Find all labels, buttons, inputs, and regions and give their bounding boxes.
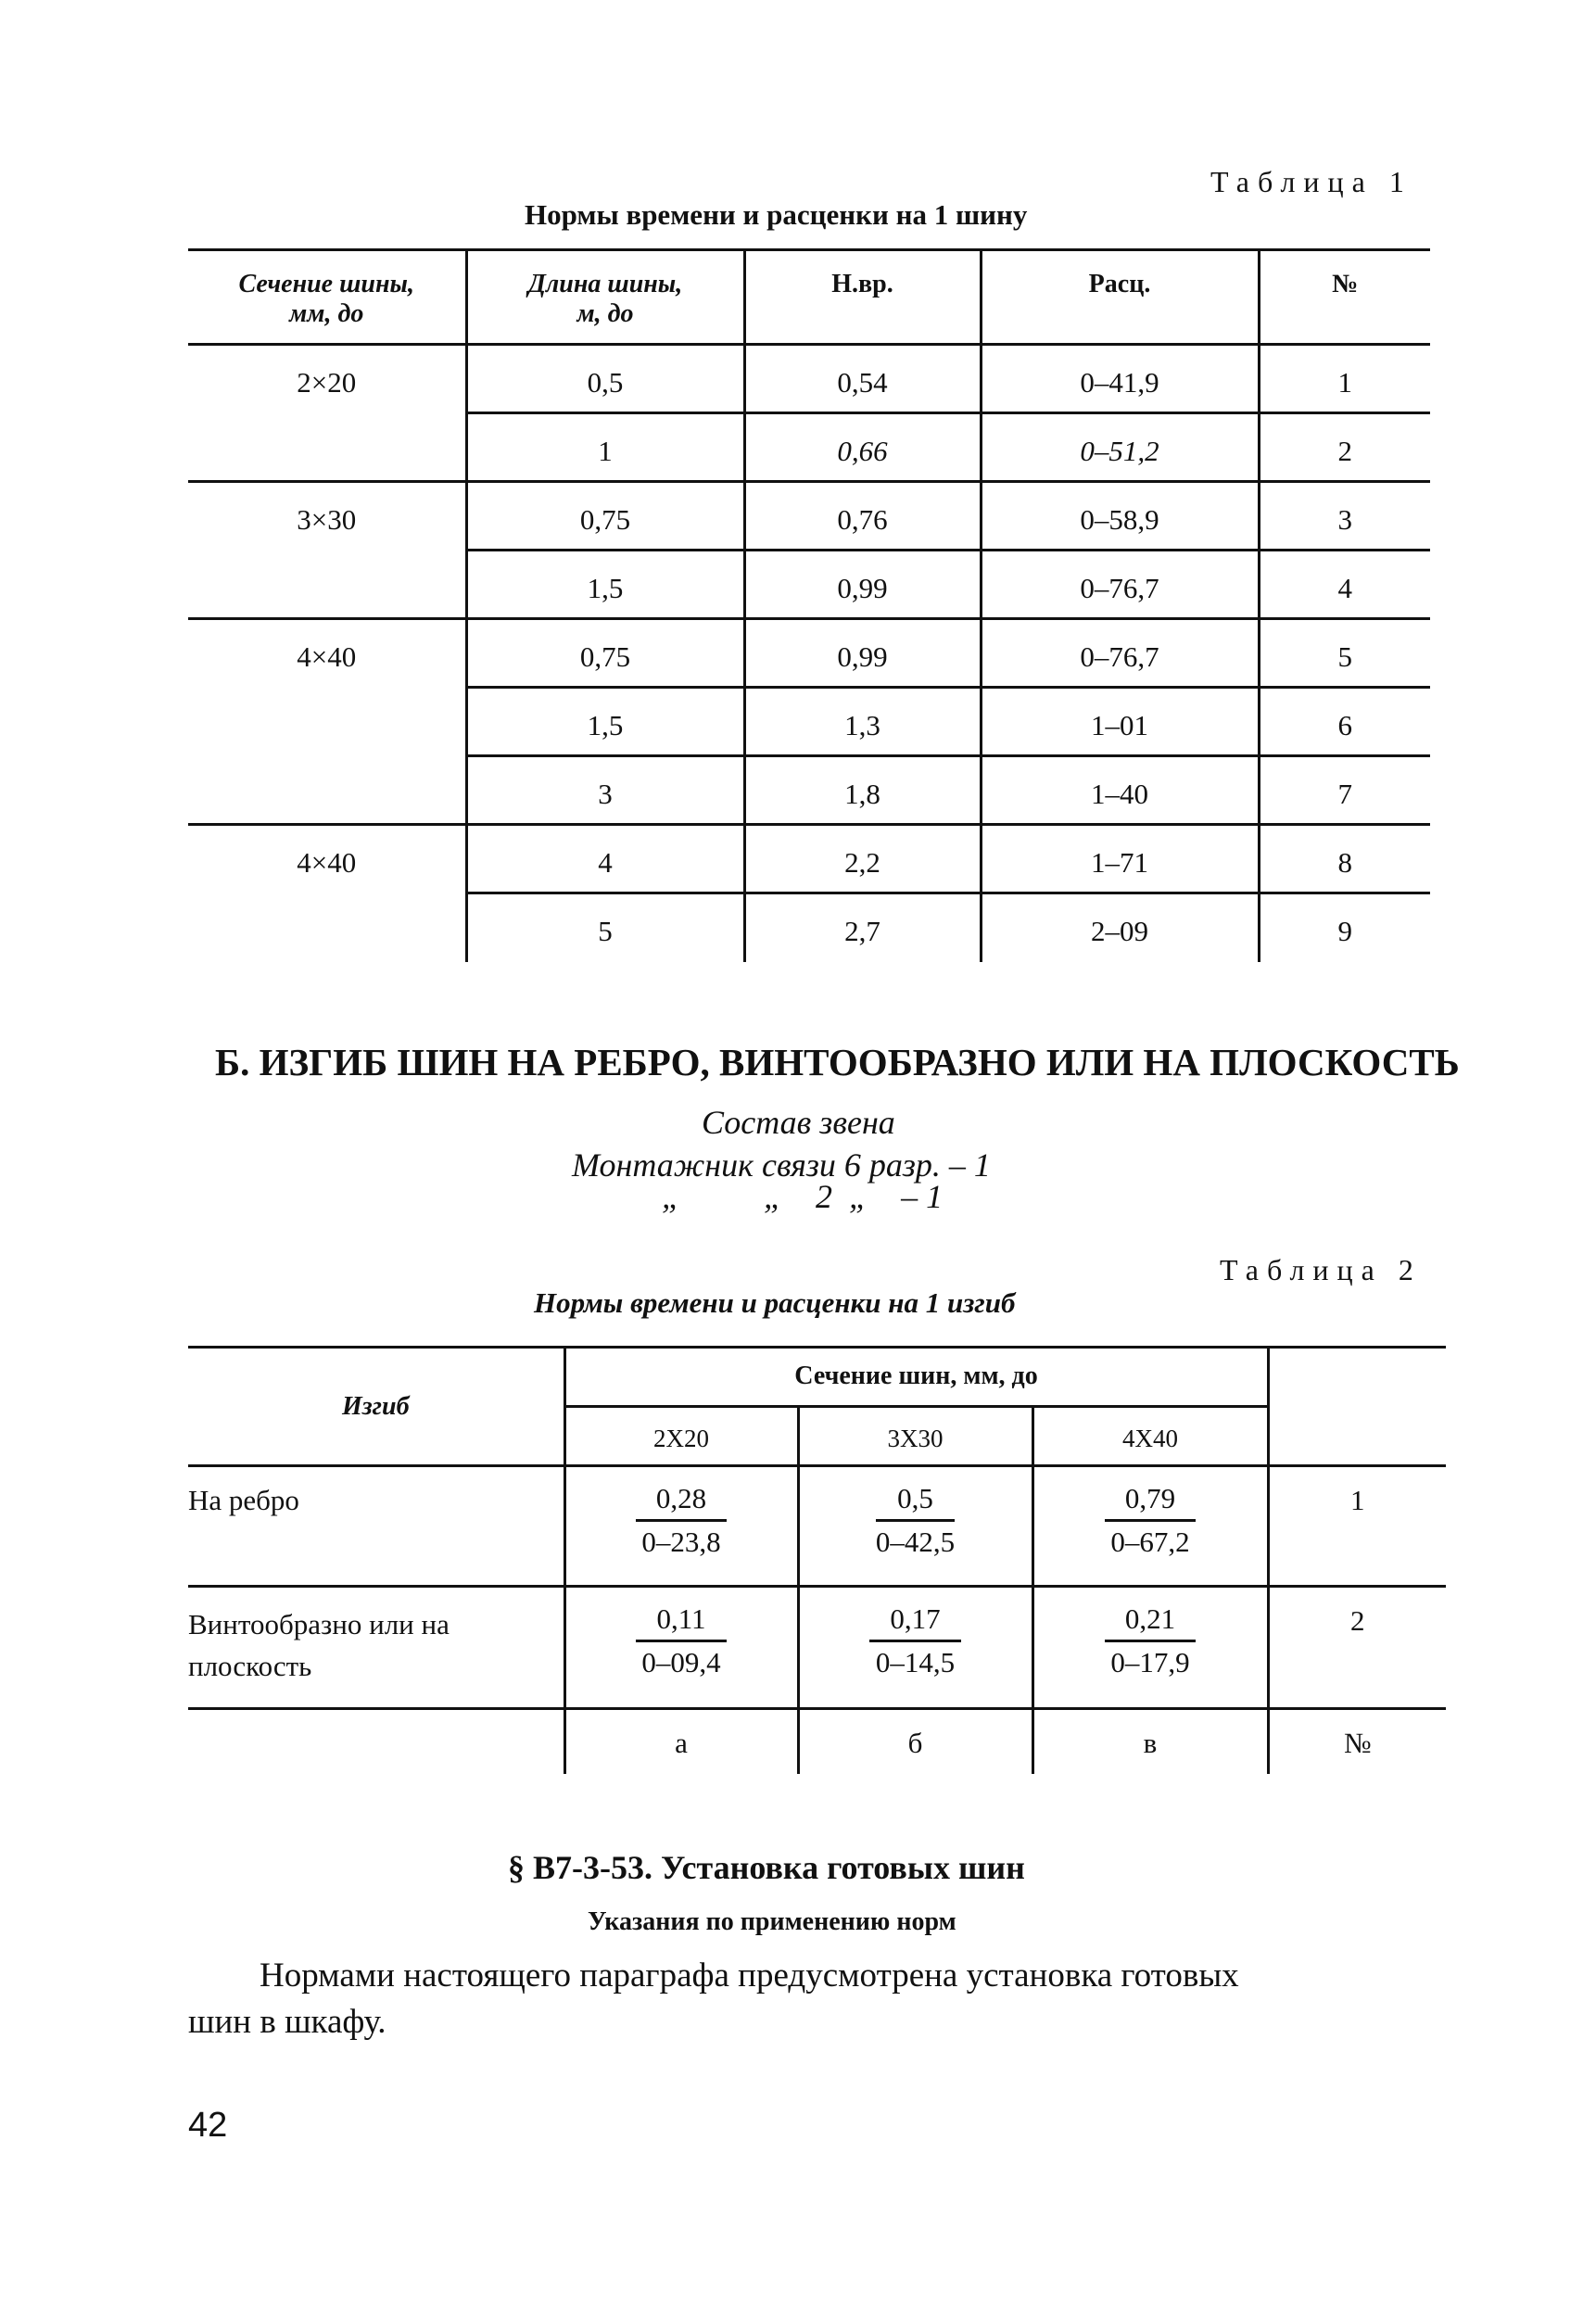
table1-cell-section: [188, 551, 466, 619]
table1-cell-section: 4×40: [188, 825, 466, 893]
table1-cell-num: 7: [1259, 756, 1430, 825]
row-num: 2: [1268, 1587, 1446, 1709]
table1-cell-rate: 0–41,9: [981, 345, 1259, 413]
table1: [188, 248, 1430, 962]
paragraph-line-2: шин в шкафу.: [188, 2003, 386, 2041]
table1-header-1: Длина шины, м, до: [466, 250, 744, 345]
table1-cell-rate: 1–71: [981, 825, 1259, 893]
table1-cell-rate: 0–76,7: [981, 551, 1259, 619]
table-row: [188, 1466, 1446, 1587]
table1-cell-norm: 0,99: [744, 619, 981, 688]
table-footer-row: [188, 1709, 1446, 1774]
size-4x40: 4Х40: [1032, 1407, 1268, 1466]
table1-cell-length: 0,5: [466, 345, 744, 413]
table1-label: Таблица 1: [1210, 165, 1412, 198]
size-3x30: 3Х30: [798, 1407, 1032, 1466]
table1-header-4: №: [1259, 250, 1430, 345]
table1-cell-section: [188, 413, 466, 482]
size-2x20: 2Х20: [564, 1407, 798, 1466]
table1-cell-num: 9: [1259, 893, 1430, 962]
footer-col-b: б: [798, 1709, 1032, 1774]
table1-header-0: Сечение шины, мм, до: [188, 250, 466, 345]
footer-col-num: №: [1268, 1709, 1446, 1774]
table1-header-2: Н.вр.: [744, 250, 981, 345]
footer-col-v: в: [1032, 1709, 1268, 1774]
table1-cell-num: 3: [1259, 482, 1430, 551]
table1-cell-rate: 0–51,2: [981, 413, 1259, 482]
table1-cell-num: 4: [1259, 551, 1430, 619]
row-label: Винтообразно или на плоскость: [188, 1587, 564, 1709]
table1-cell-length: 4: [466, 825, 744, 893]
table1-cell-num: 1: [1259, 345, 1430, 413]
table1-cell-norm: 2,2: [744, 825, 981, 893]
table-row: [188, 619, 1430, 688]
table1-cell-num: 2: [1259, 413, 1430, 482]
table1-cell-section: [188, 893, 466, 962]
table1-caption: Нормы времени и расценки на 1 шину: [525, 198, 1028, 231]
header-num-empty: [1268, 1348, 1446, 1466]
header-bend: Изгиб: [188, 1348, 564, 1466]
table1-cell-norm: 0,76: [744, 482, 981, 551]
table1-cell-section: 2×20: [297, 366, 357, 399]
table2-caption: Нормы времени и расценки на 1 изгиб: [534, 1286, 1016, 1319]
crew-line-1: Монтажник связи 6 разр. – 1: [572, 1146, 991, 1184]
table1-cell-section: 4×40: [188, 619, 466, 688]
table1-cell-norm: 2,7: [744, 893, 981, 962]
table-row: [188, 551, 1430, 619]
table1-cell-length: 0,75: [466, 482, 744, 551]
table1-cell-section: [188, 688, 466, 756]
table1-cell-rate: 1–40: [981, 756, 1259, 825]
table1-cell-norm: 1,3: [744, 688, 981, 756]
cell-frac: $\frac{0,21}{0-17,9}$: [1032, 1587, 1268, 1709]
table1-cell-rate: 2–09: [981, 893, 1259, 962]
crew-title: Состав звена: [702, 1104, 895, 1141]
table2: [188, 1346, 1446, 1774]
cell-frac: $\frac{0,17}{0-14,5}$: [798, 1587, 1032, 1709]
page-number: 42: [188, 2106, 228, 2145]
table1-cell-num: 8: [1259, 825, 1430, 893]
table-row: [188, 482, 1430, 551]
table1-cell-num: 5: [1259, 619, 1430, 688]
row-label: На ребро: [188, 1466, 564, 1587]
table1-cell-num: 6: [1259, 688, 1430, 756]
table-row: [188, 1587, 1446, 1709]
table-row: [188, 893, 1430, 962]
table1-cell-rate: 1–01: [981, 688, 1259, 756]
table-row: [188, 756, 1430, 825]
table1-cell-length: 1: [466, 413, 744, 482]
table1-header-3: Расц.: [981, 250, 1259, 345]
cell-frac: $\frac{0,5}{0-42,5}$: [798, 1466, 1032, 1587]
table1-cell-norm: 0,66: [744, 413, 981, 482]
table-row: [188, 825, 1430, 893]
table1-cell-length: 3: [466, 756, 744, 825]
table2-label: Таблица 2: [1220, 1253, 1422, 1286]
section-b7-heading: § В7-3-53. Установка готовых шин: [508, 1849, 1025, 1886]
footer-col-a: а: [564, 1709, 798, 1774]
table1-cell-length: 5: [466, 893, 744, 962]
section-b7-subheading: Указания по применению норм: [588, 1907, 956, 1936]
table1-cell-rate: 0–76,7: [981, 619, 1259, 688]
table1-cell-section: [188, 756, 466, 825]
table1-cell-length: 0,75: [466, 619, 744, 688]
table1-cell-norm: 1,8: [744, 756, 981, 825]
table1-cell-rate: 0–58,9: [981, 482, 1259, 551]
table1-cell-norm: 0,99: [744, 551, 981, 619]
table-row: [188, 345, 1430, 413]
section-b-heading: Б. ИЗГИБ ШИН НА РЕБРО, ВИНТООБРАЗНО ИЛИ НА ПЛОСКОСТЬ: [215, 1041, 1460, 1083]
table-row: [188, 688, 1430, 756]
table1-cell-length: 1,5: [466, 688, 744, 756]
crew-line-2: „ „ 2 „ – 1: [662, 1178, 944, 1215]
row-num: 1: [1268, 1466, 1446, 1587]
table1-cell-length: 1,5: [466, 551, 744, 619]
cell-frac: $\frac{0,79}{0-67,2}$: [1032, 1466, 1268, 1587]
header-section: Сечение шин, мм, до: [564, 1348, 1268, 1407]
footer-empty: [188, 1709, 564, 1774]
paragraph-line-1: Нормами настоящего параграфа предусмотрена установка готовых: [260, 1957, 1239, 1995]
cell-frac: $\frac{0,28}{0-23,8}$: [564, 1466, 798, 1587]
table1-cell-norm: 0,54: [744, 345, 981, 413]
cell-frac: $\frac{0,11}{0-09,4}$: [564, 1587, 798, 1709]
table-row: [188, 413, 1430, 482]
table1-cell-section: 3×30: [188, 482, 466, 551]
